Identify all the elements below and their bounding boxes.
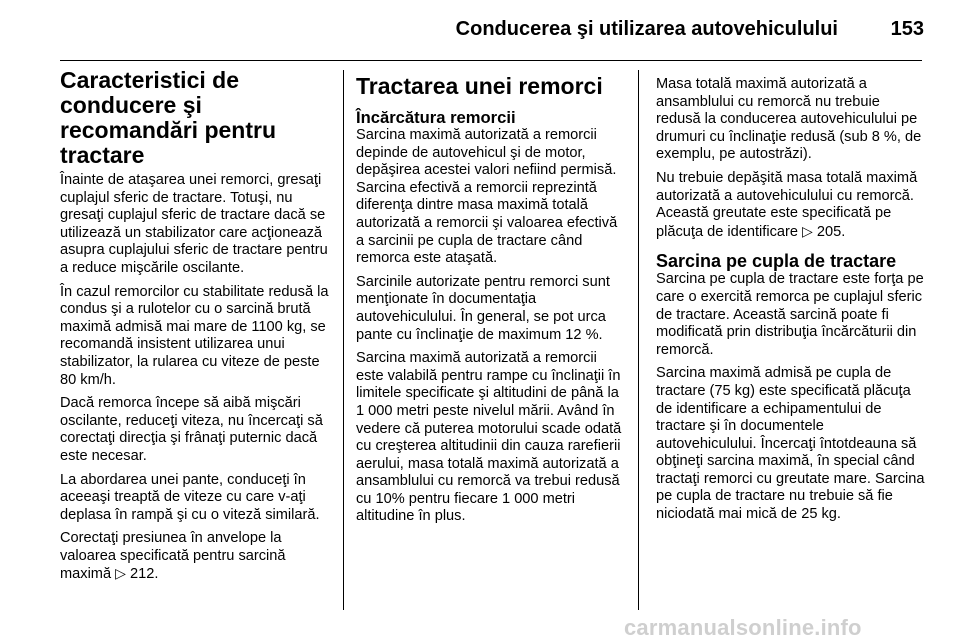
page-number: 153 xyxy=(890,18,924,40)
paragraph: Sarcina maximă autorizată a remorcii depinde de autovehicul şi de motor, depăşirea acestei valori nefiind permisă. Sarcina efectivă a remorcii reprezintă diferenţa dintre masa maximă totală autorizată a remorcii şi valoarea efectivă a sarcinii pe cupla de tractare când remorca este ataşată. xyxy=(356,127,618,267)
column-divider-1 xyxy=(343,70,344,610)
paragraph: La abordarea unei pante, conduceţi în aceeaşi treaptă de viteze cu care v-aţi deplasa în rampă şi cu o viteză similară. xyxy=(60,471,320,523)
paragraph: Sarcinile autorizate pentru remorci sunt menţionate în documentaţia autovehiculului. În general, se pot urca pante cu înclinaţie de maximum 12 %. xyxy=(356,273,610,343)
subheading-trailer-load: Încărcătura remorcii xyxy=(356,108,516,127)
paragraph: Dacă remorca începe să aibă mişcări oscilante, reduceţi viteza, nu încercaţi să corectaţi direcţia şi frânaţi puternic dacă este necesar. xyxy=(60,395,323,464)
reference-arrow-icon: ▷ xyxy=(115,565,126,582)
header-rule xyxy=(60,60,922,61)
section-heading-driving: Caracteristici de conducere şi recomandări pentru tractare xyxy=(60,67,276,168)
watermark: carmanualsonline.info xyxy=(624,615,862,640)
paragraph xyxy=(60,530,335,584)
paragraph-text: Nu trebuie depăşită masa totală maximă autorizată a autovehiculului cu remorcă. Această greutate este specificată pe plăcuţa de identificare xyxy=(656,169,918,240)
paragraph: Masa totală maximă autorizată a ansamblului cu remorcă nu trebuie redusă la conducerea autovehiculului pe drumuri cu înclinaţie redusă (sub 8 %, de exemplu, pe autostrăzi). xyxy=(656,76,922,163)
paragraph: Sarcina maximă admisă pe cupla de tractare (75 kg) este specificată plăcuţa de identificare a echipamentului de tractare şi în documentele autovehiculului. Încercaţi întotdeauna să obţineţi sarcina maximă, în special când tractaţi remorci cu greutate mare. Sarcina pe cupla de tractare nu trebuie să fie niciodată mai mică de 25 kg. xyxy=(656,365,925,523)
section-heading-towing: Tractarea unei remorci xyxy=(356,73,603,99)
paragraph: Sarcina pe cupla de tractare este forţa pe care o exercită remorca pe cuplajul sferic de tractare. Această sarcină poate fi modificată prin distribuţia încărcăturii din remorcă. xyxy=(656,271,924,358)
paragraph-text: Corectaţi presiunea în anvelope la valoarea specificată pentru sarcină maximă xyxy=(60,530,286,583)
paragraph: Sarcina maximă autorizată a remorcii este valabilă pentru rampe cu înclinaţii în limitele specificate şi altitudini de până la 1 000 metri peste nivelul mării. Având în vedere că puterea motorului scade odată cu creşterea altitudinii din cauza rarefierii aerului, masa totală maximă autorizată a ansamblului cu remorcă va trebui redusă cu 10% pentru fiecare 1 000 metri altitudine în plus. xyxy=(356,350,622,525)
page-reference[interactable]: 205. xyxy=(816,223,846,240)
reference-arrow-icon: ▷ xyxy=(802,222,813,239)
page-reference[interactable]: 212. xyxy=(130,566,159,583)
paragraph: În cazul remorcilor cu stabilitate redusă la condus şi a rulotelor cu o sarcină brută maximă admisă mai mare de 1100 kg, se recomandă insistent utilizarea unui stabilizator, la rularea cu viteze de peste 80 km/h. xyxy=(60,283,329,388)
paragraph xyxy=(656,170,926,241)
column-divider-2 xyxy=(638,70,639,610)
column-1 xyxy=(60,68,335,590)
subheading-coupling-load: Sarcina pe cupla de tractare xyxy=(656,251,897,272)
paragraph: Înainte de ataşarea unei remorci, gresaţi cuplajul sferic de tractare. Totuşi, nu gresaţi cuplajul sferic de tractare dacă se utilizează un stabilizator care acţionează asupra cuplajului sferic de tractare pentru a reduce mişcările oscilante. xyxy=(60,172,328,276)
column-3 xyxy=(656,76,926,530)
header-title: Conducerea şi utilizarea autovehiculului xyxy=(455,18,838,40)
column-2 xyxy=(356,74,626,532)
